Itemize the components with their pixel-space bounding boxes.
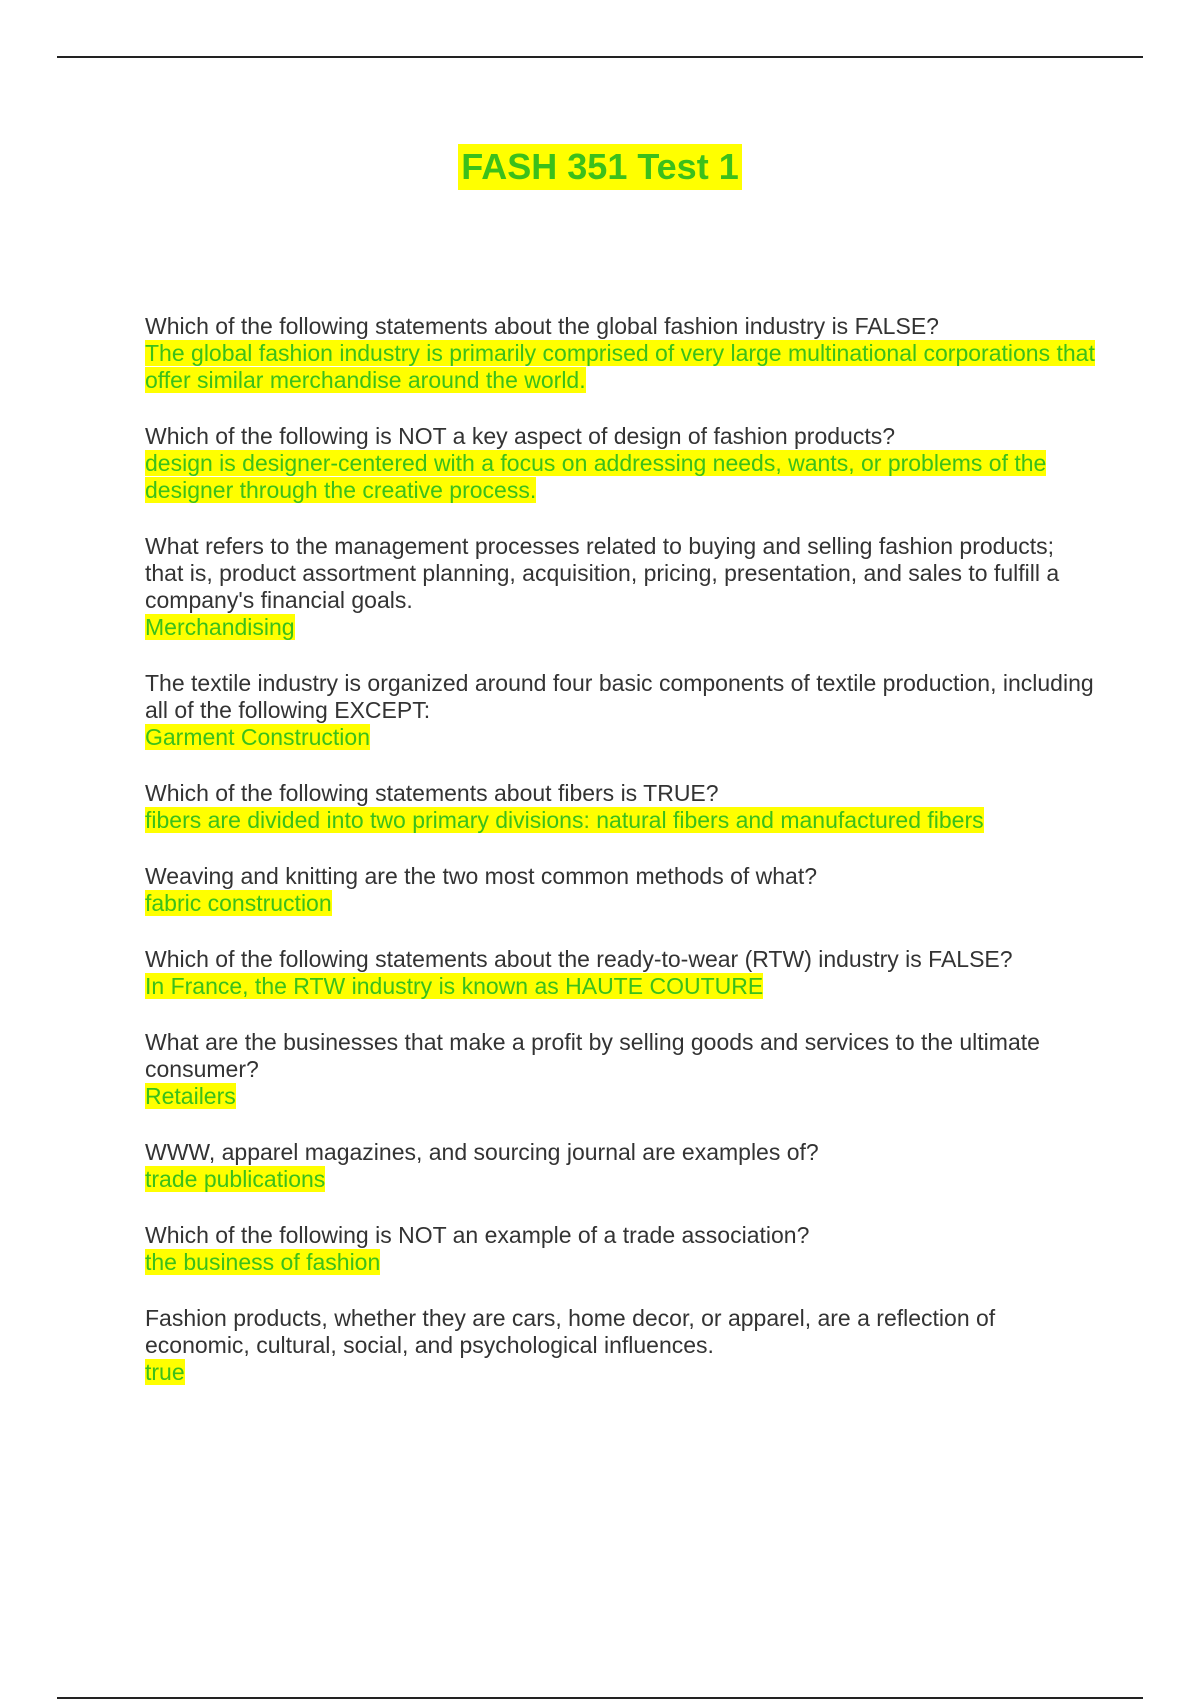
answer-text: The global fashion industry is primarily comprised of very large multinational corporations that offer similar merchandise around the world. [145, 340, 1095, 393]
answer-text: trade publications [145, 1166, 326, 1192]
answer-text: true [145, 1359, 185, 1385]
question-text: Which of the following statements about the ready-to-wear (RTW) industry is FALSE? [145, 946, 1013, 972]
qa-item [145, 1305, 1095, 1386]
question-text: WWW, apparel magazines, and sourcing journal are examples of? [145, 1139, 819, 1165]
question-text: Which of the following is NOT a key aspect of design of fashion products? [145, 423, 896, 449]
qa-item [145, 780, 1095, 834]
qa-item [145, 1222, 1095, 1276]
qa-item [145, 670, 1095, 751]
question-list [145, 313, 1095, 1415]
question-text: Weaving and knitting are the two most common methods of what? [145, 863, 818, 889]
qa-item [145, 863, 1095, 917]
bottom-rule [57, 1697, 1143, 1699]
top-rule [57, 56, 1143, 58]
qa-item [145, 1139, 1095, 1193]
answer-text: fibers are divided into two primary divisions: natural fibers and manufactured fibers [145, 807, 984, 833]
document-title: FASH 351 Test 1 [458, 144, 741, 190]
answer-text: design is designer-centered with a focus on addressing needs, wants, or problems of the designer through the creative process. [145, 450, 1047, 503]
answer-text: Garment Construction [145, 724, 370, 750]
question-text: Which of the following is NOT an example of a trade association? [145, 1222, 810, 1248]
answer-text: Retailers [145, 1083, 236, 1109]
question-text: The textile industry is organized around four basic components of textile production, including all of the following EXCEPT: [145, 670, 1094, 723]
qa-item [145, 533, 1095, 641]
question-text: Which of the following statements about the global fashion industry is FALSE? [145, 313, 939, 339]
answer-text: fabric construction [145, 890, 332, 916]
qa-item [145, 423, 1095, 504]
answer-text: Merchandising [145, 614, 295, 640]
question-text: Fashion products, whether they are cars, home decor, or apparel, are a reflection of economic, cultural, social, and psychological influences. [145, 1305, 996, 1358]
title-block [0, 144, 1200, 190]
qa-item [145, 313, 1095, 394]
question-text: Which of the following statements about fibers is TRUE? [145, 780, 719, 806]
question-text: What refers to the management processes related to buying and selling fashion products; that is, product assortment planning, acquisition, pricing, presentation, and sales to fulfill a company's financial goals. [145, 533, 1060, 613]
qa-item [145, 1029, 1095, 1110]
question-text: What are the businesses that make a profit by selling goods and services to the ultimate consumer? [145, 1029, 1040, 1082]
answer-text: In France, the RTW industry is known as HAUTE COUTURE [145, 973, 764, 999]
answer-text: the business of fashion [145, 1249, 381, 1275]
qa-item [145, 946, 1095, 1000]
